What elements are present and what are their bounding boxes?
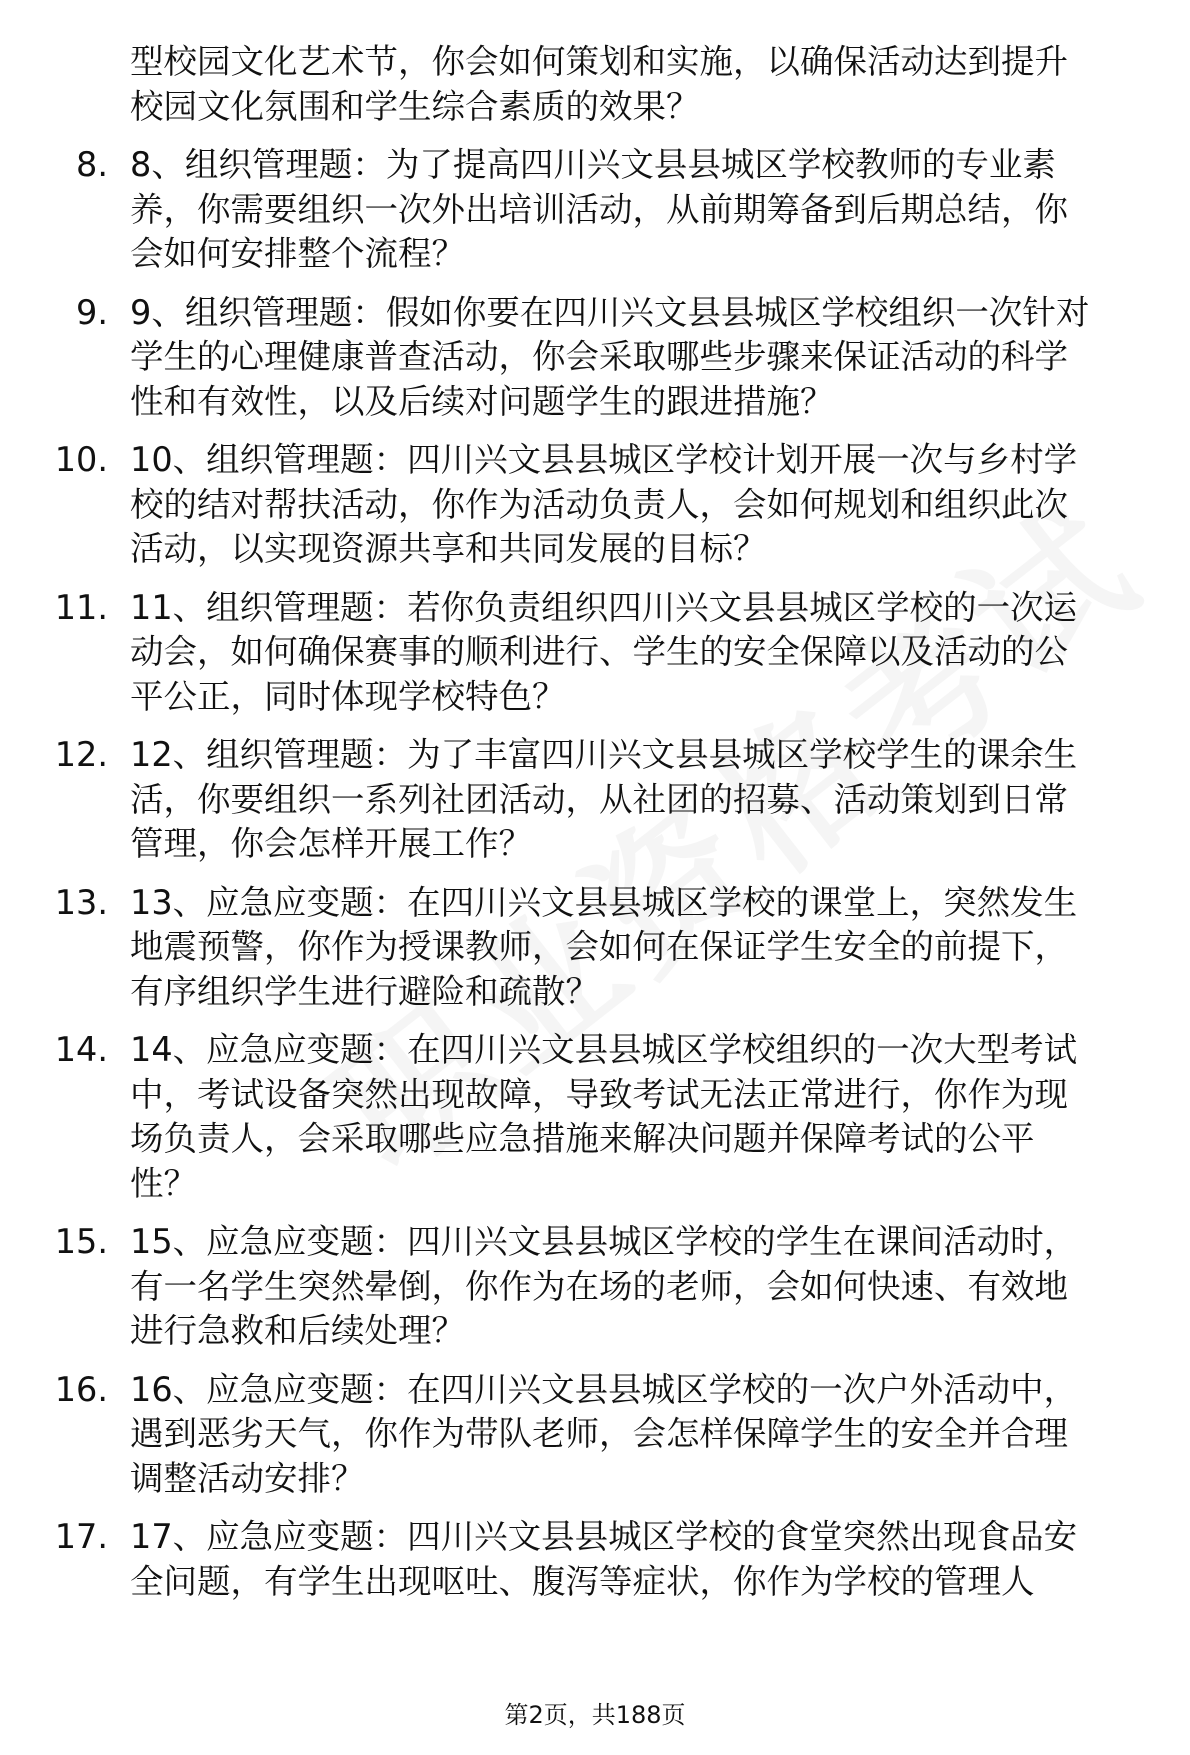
text-line: 9、组织管理题：假如你要在四川兴文县县城区学校组织一次针对 xyxy=(130,292,1090,332)
list-item-text xyxy=(0,1220,1190,1354)
text-line: 养，你需要组织一次外出培训活动，从前期筹备到后期总结，你 xyxy=(130,189,1068,229)
list-item xyxy=(0,1515,1190,1604)
text-line: 学生的心理健康普查活动，你会采取哪些步骤来保证活动的科学 xyxy=(130,337,1068,376)
list-item xyxy=(0,1220,1190,1354)
text-line: 8、组织管理题：为了提高四川兴文县县城区学校教师的专业素 xyxy=(130,145,1056,184)
list-item-text xyxy=(0,586,1190,720)
text-line: 全问题，有学生出现呕吐、腹泻等症状，你作为学校的管理人 xyxy=(130,1561,1035,1601)
list-item-text xyxy=(0,438,1190,572)
text-line: 16、应急应变题：在四川兴文县县城区学校的一次户外活动中， xyxy=(130,1369,1078,1409)
list-item xyxy=(0,438,1190,572)
text-line: 地震预警，你作为授课教师，会如何在保证学生安全的前提下， xyxy=(130,927,1068,966)
question-list xyxy=(0,143,1190,1604)
text-line: 15、应急应变题：四川兴文县县城区学校的学生在课间活动时， xyxy=(130,1222,1078,1261)
text-line: 进行急救和后续处理？ xyxy=(130,1311,465,1350)
list-item-text xyxy=(0,733,1190,867)
text-line: 动会，如何确保赛事的顺利进行、学生的安全保障以及活动的公 xyxy=(130,632,1068,671)
text-line: 性和有效性，以及后续对问题学生的跟进措施？ xyxy=(130,381,834,421)
list-item-number: 8. xyxy=(76,145,108,184)
text-line: 活动，以实现资源共享和共同发展的目标？ xyxy=(130,529,767,568)
list-item xyxy=(0,143,1190,277)
list-item xyxy=(0,881,1190,1015)
list-item-text xyxy=(0,881,1190,1015)
list-item xyxy=(0,1028,1190,1206)
continuation-paragraph xyxy=(0,40,1190,129)
list-item-number: 14. xyxy=(54,1030,108,1069)
text-line: 13、应急应变题：在四川兴文县县城区学校的课堂上，突然发生 xyxy=(130,882,1078,922)
text-line: 17、应急应变题：四川兴文县县城区学校的食堂突然出现食品安 xyxy=(130,1517,1078,1556)
list-item-text xyxy=(0,291,1190,425)
list-item-number: 10. xyxy=(54,440,108,479)
list-item xyxy=(0,733,1190,867)
text-line: 12、组织管理题：为了丰富四川兴文县县城区学校学生的课余生 xyxy=(130,735,1078,774)
text-line: 管理，你会怎样开展工作？ xyxy=(130,824,532,863)
list-item-number: 17. xyxy=(54,1517,108,1556)
text-line: 校园文化氛围和学生综合素质的效果？ xyxy=(130,86,700,126)
list-item xyxy=(0,1368,1190,1502)
text-line: 中，考试设备突然出现故障，导致考试无法正常进行，你作为现 xyxy=(130,1074,1068,1114)
text-line: 型校园文化艺术节，你会如何策划和实施，以确保活动达到提升 xyxy=(130,42,1068,81)
list-item-number: 13. xyxy=(54,882,108,922)
text-line: 性？ xyxy=(130,1163,197,1203)
list-item-number: 9. xyxy=(76,292,108,332)
list-item-number: 12. xyxy=(54,735,108,774)
list-item-text xyxy=(0,1368,1190,1502)
text-line: 会如何安排整个流程？ xyxy=(130,234,465,273)
list-item-text xyxy=(0,1515,1190,1604)
text-line: 14、应急应变题：在四川兴文县县城区学校组织的一次大型考试 xyxy=(130,1030,1078,1069)
list-item-number: 16. xyxy=(54,1369,108,1409)
text-line: 有一名学生突然晕倒，你作为在场的老师，会如何快速、有效地 xyxy=(130,1266,1068,1306)
list-item-number: 11. xyxy=(54,587,108,627)
text-line: 10、组织管理题：四川兴文县县城区学校计划开展一次与乡村学 xyxy=(130,440,1078,479)
text-line: 平公正，同时体现学校特色？ xyxy=(130,676,566,716)
text-line: 校的结对帮扶活动，你作为活动负责人，会如何规划和组织此次 xyxy=(130,484,1068,524)
list-item xyxy=(0,586,1190,720)
document-body xyxy=(0,40,1190,1604)
list-item-number: 15. xyxy=(54,1222,108,1261)
list-item-text xyxy=(0,1028,1190,1206)
text-line: 场负责人，会采取哪些应急措施来解决问题并保障考试的公平 xyxy=(130,1119,1035,1158)
page-number: 第2页，共188页 xyxy=(504,1701,686,1729)
text-line: 11、组织管理题：若你负责组织四川兴文县县城区学校的一次运 xyxy=(130,587,1078,627)
list-item xyxy=(0,291,1190,425)
text-line: 遇到恶劣天气，你作为带队老师，会怎样保障学生的安全并合理 xyxy=(130,1414,1068,1453)
text-line: 有序组织学生进行避险和疏散？ xyxy=(130,971,599,1011)
list-item-text xyxy=(0,143,1190,277)
text-line: 活，你要组织一系列社团活动，从社团的招募、活动策划到日常 xyxy=(130,779,1068,819)
text-line: 调整活动安排？ xyxy=(130,1458,365,1498)
